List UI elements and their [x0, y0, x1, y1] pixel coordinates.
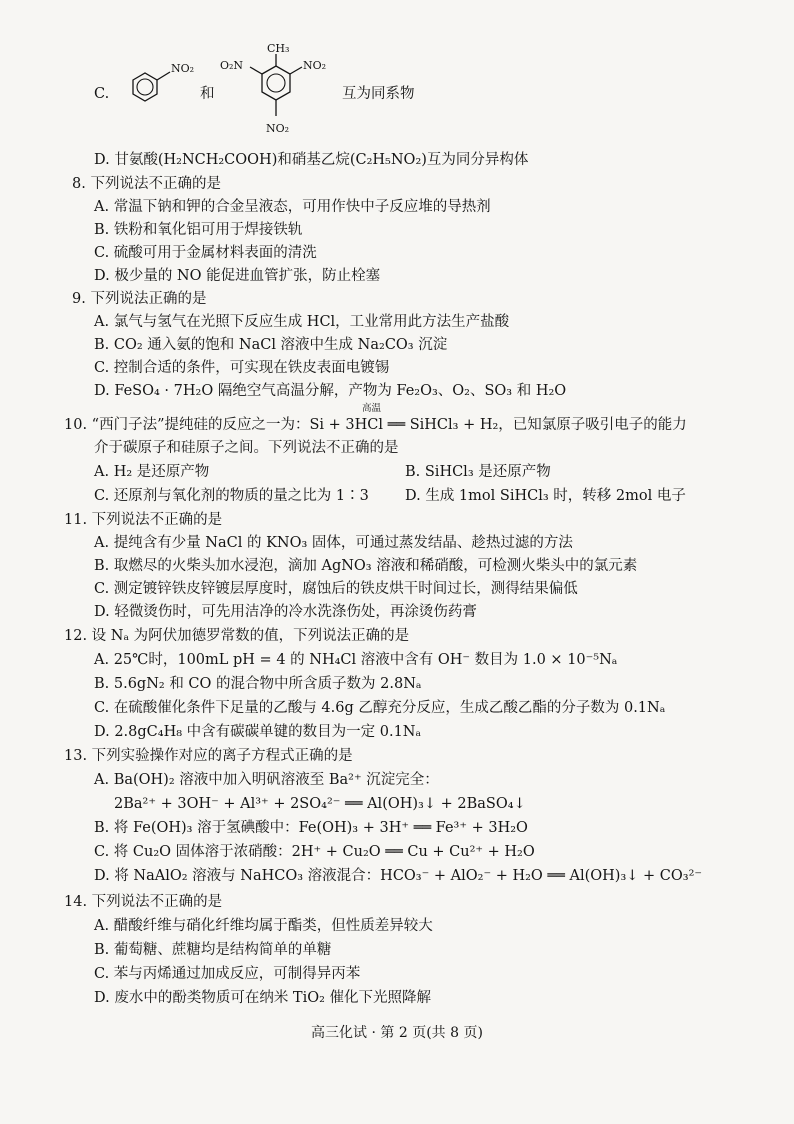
- q10-option-d: D. 生成 1mol SiHCl₃ 时，转移 2mol 电子: [405, 488, 686, 504]
- q8-option-c: C. 硫酸可用于金属材料表面的清洗: [94, 245, 317, 261]
- q10-option-b: B. SiHCl₃ 是还原产物: [405, 464, 551, 480]
- q9-option-d: D. FeSO₄ · 7H₂O 隔绝空气高温分解，产物为 Fe₂O₃、O₂、SO₃ 和 H₂O: [94, 383, 567, 399]
- q13-stem: 13. 下列实验操作对应的离子方程式正确的是: [64, 748, 353, 764]
- q11-option-c: C. 测定镀锌铁皮锌镀层厚度时，腐蚀后的铁皮烘干时间过长，测得结果偏低: [94, 581, 578, 597]
- tnt-ch3-label: CH₃: [267, 42, 290, 55]
- q10-stem-line1: 10. “西门子法”提纯硅的反应之一为：Si + 3HCl ══ SiHCl₃ + H₂，已知氯原子吸引电子的能力: [64, 417, 687, 433]
- q10-reaction-condition: 高温: [362, 403, 382, 414]
- nitrobenzene-structure: [115, 62, 195, 122]
- q11-stem: 11. 下列说法不正确的是: [64, 512, 223, 528]
- q10-stem-line2: 介于碳原子和硅原子之间。下列说法不正确的是: [94, 440, 399, 456]
- q7-option-c-tail: 互为同系物: [342, 86, 415, 102]
- q7-option-d: D. 甘氨酸(H₂NCH₂COOH)和硝基乙烷(C₂H₅NO₂)互为同分异构体: [94, 152, 529, 168]
- q12-option-b: B. 5.6gN₂ 和 CO 的混合物中所含质子数为 2.8Nₐ: [94, 676, 422, 692]
- q14-stem: 14. 下列说法不正确的是: [64, 894, 223, 910]
- nitrobenzene-no2-label: NO₂: [171, 62, 195, 75]
- q13-option-d: D. 将 NaAlO₂ 溶液与 NaHCO₃ 溶液混合：HCO₃⁻ + AlO₂⁻ + H₂O ══ Al(OH)₃↓ + CO₃²⁻: [94, 868, 703, 884]
- q11-option-b: B. 取燃尽的火柴头加水浸泡，滴加 AgNO₃ 溶液和稀硝酸，可检测火柴头中的氯元素: [94, 558, 638, 574]
- tnt-o2n-label: O₂N: [220, 59, 244, 72]
- q10-option-c: C. 还原剂与氧化剂的物质的量之比为 1∶3: [94, 488, 369, 504]
- q7-and-text: 和: [200, 86, 215, 102]
- page-footer: 高三化试 · 第 2 页(共 8 页): [311, 1025, 483, 1041]
- q11-option-a: A. 提纯含有少量 NaCl 的 KNO₃ 固体，可通过蒸发结晶、趁热过滤的方法: [94, 535, 573, 551]
- q13-option-c: C. 将 Cu₂O 固体溶于浓硝酸：2H⁺ + Cu₂O ══ Cu + Cu²⁺ + H₂O: [94, 844, 535, 860]
- q11-option-d: D. 轻微烫伤时，可先用洁净的冷水洗涤伤处，再涂烫伤药膏: [94, 604, 477, 620]
- q7-option-c-label: C.: [94, 86, 110, 102]
- q8-option-a: A. 常温下钠和钾的合金呈液态，可用作快中子反应堆的导热剂: [94, 199, 491, 215]
- q14-option-c: C. 苯与丙烯通过加成反应，可制得异丙苯: [94, 966, 361, 982]
- tnt-bottom-no2-label: NO₂: [266, 122, 290, 135]
- q9-option-b: B. CO₂ 通入氨的饱和 NaCl 溶液中生成 Na₂CO₃ 沉淀: [94, 337, 448, 353]
- q12-stem: 12. 设 Nₐ 为阿伏加德罗常数的值，下列说法正确的是: [64, 628, 410, 644]
- q13-option-a: A. Ba(OH)₂ 溶液中加入明矾溶液至 Ba²⁺ 沉淀完全：: [94, 772, 439, 788]
- q9-option-c: C. 控制合适的条件，可实现在铁皮表面电镀锡: [94, 360, 390, 376]
- q8-option-b: B. 铁粉和氧化铝可用于焊接铁轨: [94, 222, 303, 238]
- tnt-right-no2-label: NO₂: [303, 59, 327, 72]
- q8-option-d: D. 极少量的 NO 能促进血管扩张，防止栓塞: [94, 268, 381, 284]
- q13-option-a-equation: 2Ba²⁺ + 3OH⁻ + Al³⁺ + 2SO₄²⁻ ══ Al(OH)₃↓ + 2BaSO₄↓: [114, 796, 526, 812]
- q14-option-a: A. 醋酸纤维与硝化纤维均属于酯类，但性质差异较大: [94, 918, 433, 934]
- q14-option-d: D. 废水中的酚类物质可在纳米 TiO₂ 催化下光照降解: [94, 990, 432, 1006]
- q12-option-d: D. 2.8gC₄H₈ 中含有碳碳单键的数目为一定 0.1Nₐ: [94, 724, 422, 740]
- q10-option-a: A. H₂ 是还原产物: [94, 464, 210, 480]
- q12-option-a: A. 25℃时，100mL pH = 4 的 NH₄Cl 溶液中含有 OH⁻ 数目为 1.0 × 10⁻⁵Nₐ: [94, 652, 618, 668]
- tnt-structure: [220, 40, 340, 144]
- q12-option-c: C. 在硫酸催化条件下足量的乙酸与 4.6g 乙醇充分反应，生成乙酸乙酯的分子数为 0.1Nₐ: [94, 700, 666, 716]
- q8-stem: 8. 下列说法不正确的是: [72, 176, 221, 192]
- q9-stem: 9. 下列说法正确的是: [72, 291, 207, 307]
- q13-option-b: B. 将 Fe(OH)₃ 溶于氢碘酸中：Fe(OH)₃ + 3H⁺ ══ Fe³⁺ + 3H₂O: [94, 820, 528, 836]
- q9-option-a: A. 氯气与氢气在光照下反应生成 HCl，工业常用此方法生产盐酸: [94, 314, 510, 330]
- q14-option-b: B. 葡萄糖、蔗糖均是结构简单的单糖: [94, 942, 332, 958]
